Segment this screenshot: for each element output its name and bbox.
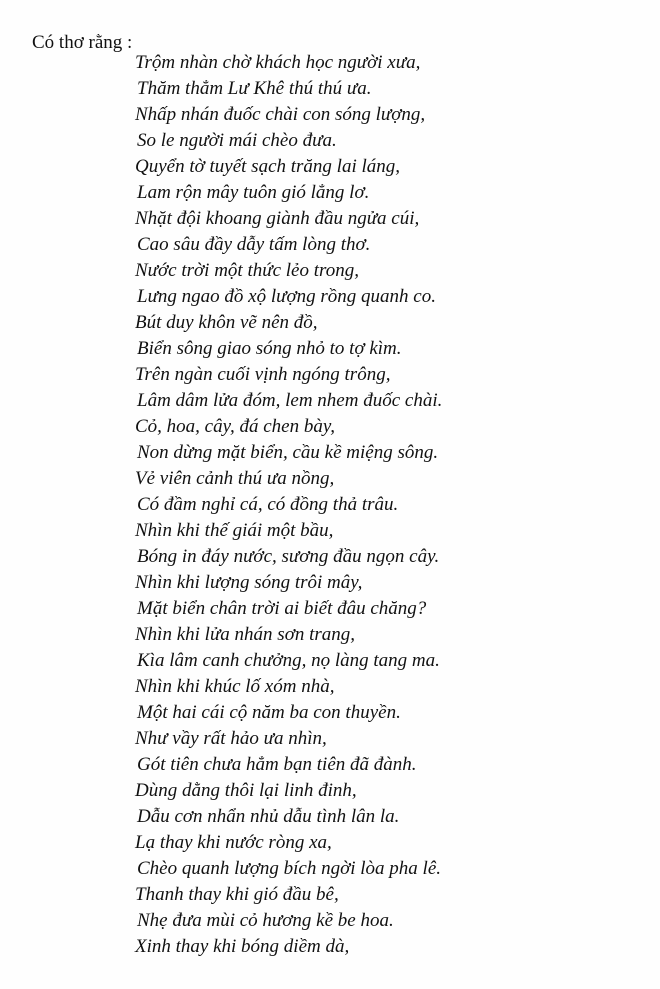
poem-line: Nhìn khi khúc lố xóm nhà,: [135, 676, 335, 697]
poem-line: Thăm thẳm Lư Khê thú thú ưa.: [137, 78, 372, 99]
poem-line: Nhìn khi thế giái một bầu,: [135, 520, 334, 541]
poem-line: So le người mái chèo đưa.: [137, 130, 337, 151]
poem-line: Biển sông giao sóng nhỏ to tợ kìm.: [137, 338, 402, 359]
poem-line: Xinh thay khi bóng diềm dà,: [135, 936, 350, 957]
poem-line: Gót tiên chưa hẳm bạn tiên đã đành.: [137, 754, 417, 775]
poem-line: Mặt biển chân trời ai biết đâu chăng?: [137, 598, 427, 619]
poem-line: Kìa lâm canh chưởng, nọ làng tang ma.: [137, 650, 440, 671]
poem-line: Dùng dằng thôi lại linh đinh,: [135, 780, 357, 801]
poem-line: Một hai cái cộ năm ba con thuyền.: [137, 702, 401, 723]
poem-line: Nhấp nhán đuốc chài con sóng lượng,: [135, 104, 426, 125]
poem-line: Lâm dâm lửa đóm, lem nhem đuốc chài.: [137, 390, 443, 411]
poem-line: Quyển tờ tuyết sạch trăng lai láng,: [135, 156, 401, 177]
poem-line: Vẻ viên cảnh thú ưa nồng,: [135, 468, 335, 489]
poem-line: Cỏ, hoa, cây, đá chen bày,: [135, 416, 335, 437]
poem-line: Bóng in đáy nước, sương đầu ngọn cây.: [137, 546, 440, 567]
poem-line: Dẫu cơn nhẩn nhủ dẫu tình lân la.: [137, 806, 400, 827]
poem-line: Bút duy khôn vẽ nên đồ,: [135, 312, 318, 333]
poem-line: Cao sâu đầy dẫy tấm lòng thơ.: [137, 234, 371, 255]
poem-line: Nhẹ đưa mùi cỏ hương kề be hoa.: [137, 910, 394, 931]
poem-body: [133, 50, 442, 960]
poem-line: Trộm nhàn chờ khách học người xưa,: [135, 52, 421, 73]
poem-line: Chèo quanh lượng bích ngời lòa pha lê.: [137, 858, 442, 879]
poem-line: Non dừng mặt biển, cầu kề miệng sông.: [137, 442, 439, 463]
poem-line: Nhặt đội khoang giành đầu ngửa cúi,: [135, 208, 420, 229]
poem-line: Nhìn khi lượng sóng trôi mây,: [135, 572, 363, 593]
poem-line: Lưng ngao đồ xộ lượng rồng quanh co.: [137, 286, 436, 307]
poem-line: Nước trời một thức lẻo trong,: [135, 260, 359, 281]
poem-line: Như vầy rất hảo ưa nhìn,: [135, 728, 327, 749]
poem-intro: Có thơ rằng :: [32, 32, 133, 53]
poem-line: Nhìn khi lửa nhán sơn trang,: [135, 624, 356, 645]
poem-line: Có đầm nghỉ cá, có đồng thả trâu.: [137, 494, 399, 515]
poem-line: Trên ngàn cuối vịnh ngóng trông,: [135, 364, 391, 385]
poem-line: Thanh thay khi gió đầu bê,: [135, 884, 339, 905]
poem-line: Lam rộn mây tuôn gió lẳng lơ.: [137, 182, 370, 203]
poem-line: Lạ thay khi nước ròng xa,: [135, 832, 332, 853]
